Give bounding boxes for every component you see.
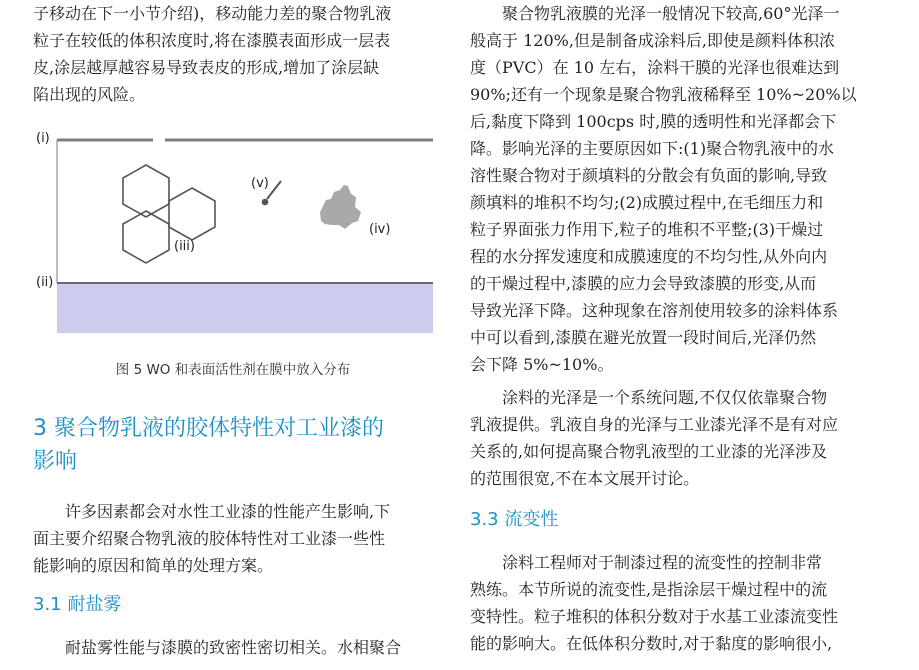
text-line: 的范围很宽,不在本文展开讨论。 xyxy=(470,469,700,488)
figure-label-v: (v) xyxy=(251,176,269,191)
text-line: 降。影响光泽的主要原因如下:(1)聚合物乳液中的水 xyxy=(470,139,835,158)
section-title-line: 3 聚合物乳液的胶体特性对工业漆的 xyxy=(33,416,384,441)
surfactant-head xyxy=(262,199,269,206)
text-line: 中可以看到,漆膜在避光放置一段时间后,光泽仍然 xyxy=(470,328,817,347)
substrate-layer xyxy=(57,283,433,333)
text-line: 许多因素都会对水性工业漆的性能产生影响,下 xyxy=(65,502,391,521)
section-3-title xyxy=(33,412,433,478)
text-line: 度（PVC）在 10 左右，涂料干膜的光泽也很难达到 xyxy=(470,58,840,77)
text-line: 粒子界面张力作用下,粒子的堆积不平整;(3)干燥过 xyxy=(470,220,824,239)
text-line: 变特性。粒子堆积的体积分数对于水基工业漆流变性 xyxy=(470,607,839,626)
text-line: 颜填料的堆积不均匀;(2)成膜过程中,在毛细压力和 xyxy=(470,193,824,212)
right-paragraph-1 xyxy=(470,0,870,378)
text-line: 会下降 5%~10%。 xyxy=(470,355,614,374)
text-line: 熟练。本节所说的流变性,是指涂层干燥过程中的流 xyxy=(470,580,828,599)
text-line: 导致光泽下降。这种现象在溶剂使用较多的涂料体系 xyxy=(470,301,839,320)
text-line: 面主要介绍聚合物乳液的胶体特性对工业漆一些性 xyxy=(33,529,386,548)
section-title-line: 影响 xyxy=(33,449,78,474)
wo-aggregate xyxy=(320,185,361,229)
text-line: 涂料的光泽是一个系统问题,不仅仅依靠聚合物 xyxy=(502,388,828,407)
left-paragraph-2 xyxy=(33,498,433,579)
text-line: 90%;还有一个现象是聚合物乳液稀释至 10%~20%以 xyxy=(470,85,857,104)
text-line: 乳液提供。乳液自身的光泽与工业漆光泽不是有对应 xyxy=(470,415,839,434)
text-line: 聚合物乳液膜的光泽一般情况下较高,60°光泽一 xyxy=(502,4,840,23)
text-line: 粒子在较低的体积浓度时,将在漆膜表面形成一层表 xyxy=(33,31,391,50)
right-paragraph-2 xyxy=(470,384,870,492)
section-3-1-title: 3.1 耐盐雾 xyxy=(33,594,122,615)
figure-5 xyxy=(33,128,433,333)
left-paragraph-3 xyxy=(33,634,433,661)
text-line: 子移动在下一小节介绍)，移动能力差的聚合物乳液 xyxy=(33,4,392,23)
figure-5-illustration xyxy=(33,128,433,333)
text-line: 溶性聚合物对于颜填料的分散会有负面的影响,导致 xyxy=(470,166,828,185)
text-line: 般高于 120%,但是制备成涂料后,即使是颜料体积浓 xyxy=(470,31,836,50)
hexagon-particle xyxy=(123,211,169,263)
left-paragraph-1 xyxy=(33,0,433,108)
figure-label-ii: (ii) xyxy=(36,275,54,290)
text-line: 的干燥过程中,漆膜的应力会导致漆膜的形变,从而 xyxy=(470,274,817,293)
text-line: 后,黏度下降到 100cps 时,膜的透明性和光泽都会下 xyxy=(470,112,837,131)
text-line: 程的水分挥发速度和成膜速度的不均匀性,从外向内 xyxy=(470,247,828,266)
text-line: 能的影响大。在低体积分数时,对于黏度的影响很小, xyxy=(470,634,833,653)
text-line: 能影响的原因和简单的处理方案。 xyxy=(33,556,274,575)
figure-label-iv: (iv) xyxy=(369,222,391,237)
text-line: 涂料工程师对于制漆过程的流变性的控制非常 xyxy=(502,553,823,572)
figure-label-i: (i) xyxy=(36,131,50,146)
hexagon-particle xyxy=(123,165,169,217)
surfactant-tail xyxy=(267,181,281,199)
text-line: 陷出现的风险。 xyxy=(33,85,146,104)
text-line: 耐盐雾性能与漆膜的致密性密切相关。水相聚合 xyxy=(65,638,402,657)
text-line: 关系的,如何提高聚合物乳液型的工业漆的光泽涉及 xyxy=(470,442,828,461)
figure-label-iii: (iii) xyxy=(174,239,195,254)
figure-caption: 图 5 WO 和表面活性剂在膜中放入分布 xyxy=(115,362,351,378)
right-paragraph-3 xyxy=(470,549,870,657)
hexagon-particle xyxy=(169,188,215,240)
text-line: 皮,涂层越厚越容易导致表皮的形成,增加了涂层缺 xyxy=(33,58,380,77)
section-3-3-title: 3.3 流变性 xyxy=(470,509,559,530)
